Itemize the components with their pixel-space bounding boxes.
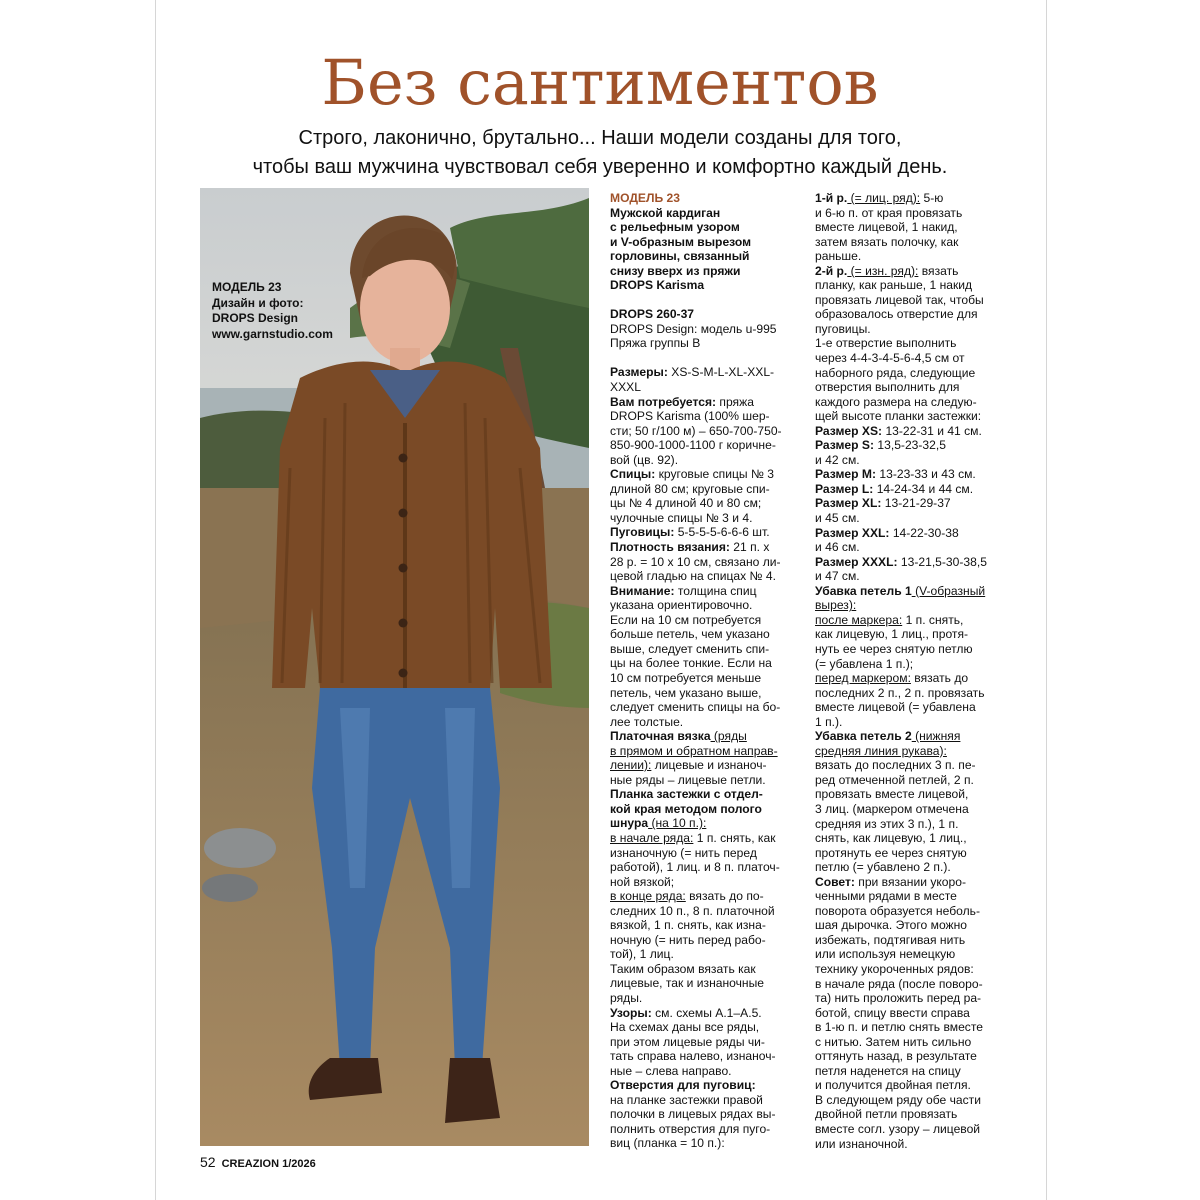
text-line: оттянуть назад, в результате bbox=[815, 1049, 977, 1064]
size-line bbox=[815, 467, 1005, 482]
size-label: Размер XS: bbox=[815, 423, 883, 438]
placket-note: (на 10 п.): bbox=[648, 816, 707, 831]
text-line: 1 п.). bbox=[815, 714, 843, 729]
text-line: раньше. bbox=[815, 249, 862, 264]
text-line: чулочные спицы № 3 и 4. bbox=[610, 510, 753, 525]
before-marker-label: перед маркером: bbox=[815, 671, 911, 686]
density-label: Плотность вязания: bbox=[610, 540, 730, 555]
page-subtitle bbox=[0, 124, 1200, 182]
text-line: указана ориентировочно. bbox=[610, 598, 753, 613]
needles-label: Спицы: bbox=[610, 467, 656, 482]
text-line: отверстия выполнить для bbox=[815, 380, 960, 395]
text-line: пряжа bbox=[716, 394, 754, 409]
row-end-label: в конце ряда: bbox=[610, 889, 686, 904]
text-line: 5-5-5-5-6-6-6 шт. bbox=[674, 525, 770, 540]
text-line: петлю (= убавлено 2 п.). bbox=[815, 860, 951, 875]
text-line: круговые спицы № 3 bbox=[655, 467, 775, 482]
need-line bbox=[610, 395, 795, 410]
placket-line bbox=[610, 816, 795, 831]
credit-url: www.garnstudio.com bbox=[212, 326, 333, 341]
text-line: ред отмеченной петлей, 2 п. bbox=[815, 772, 974, 787]
tip-line bbox=[815, 875, 1005, 890]
text-line: изнаночную (= нить перед bbox=[610, 845, 757, 860]
text-line: затем вязать полочку, как bbox=[815, 234, 959, 249]
size-label: Размер XL: bbox=[815, 496, 882, 511]
text-line: и получится двойная петля. bbox=[815, 1078, 971, 1093]
size-label: Размер L: bbox=[815, 481, 874, 496]
text-line: полнить отверстия для пуго- bbox=[610, 1121, 771, 1136]
row-end-line bbox=[610, 889, 795, 904]
size-text: 13-21,5-30-38,5 bbox=[897, 554, 987, 569]
text-line: XXXL bbox=[610, 380, 641, 395]
size-text: 13,5-23-32,5 bbox=[874, 438, 946, 453]
text-line: сти; 50 г/100 м) – 650-700-750- bbox=[610, 423, 782, 438]
size-cont: и 47 см. bbox=[815, 569, 860, 584]
text-line: 10 см потребуется меньше bbox=[610, 670, 762, 685]
text-line: см. схемы А.1–А.5. bbox=[651, 1005, 762, 1020]
text-line: 5-ю bbox=[920, 191, 944, 205]
text-line: следних 10 п., 8 п. платочной bbox=[610, 903, 775, 918]
size-line bbox=[815, 526, 1005, 541]
text-line: Если на 10 см потребуется bbox=[610, 612, 762, 627]
text-line: ные ряды – лицевые петли. bbox=[610, 772, 766, 787]
text-line: кой края методом полого bbox=[610, 801, 762, 816]
credit-model: МОДЕЛЬ 23 bbox=[212, 280, 282, 294]
text-line: через 4-4-3-4-5-6-4,5 см от bbox=[815, 351, 965, 366]
text-line: 1-е отверстие выполнить bbox=[815, 336, 957, 351]
text-line: полочки в лицевых рядах вы- bbox=[610, 1107, 776, 1122]
instructions-column-1 bbox=[610, 191, 795, 1151]
credit-design: Дизайн и фото: bbox=[212, 295, 304, 310]
size-label: Размер M: bbox=[815, 467, 877, 482]
text-line: выше, следует сменить спи- bbox=[610, 641, 770, 656]
text-line: шая дырочка. Этого можно bbox=[815, 918, 968, 933]
text-line: снизу вверх из пряжи bbox=[610, 263, 741, 278]
size-line bbox=[815, 438, 1005, 453]
garter-label: Платочная вязка bbox=[610, 729, 711, 744]
text-line: планку, как раньше, 1 накид bbox=[815, 278, 973, 293]
text-line: щей высоте планки застежки: bbox=[815, 409, 982, 424]
text-line: цы № 4 длиной 40 и 80 см; bbox=[610, 496, 762, 511]
text-line: В следующем ряду обе части bbox=[815, 1092, 981, 1107]
text-line: 850-900-1000-1100 г коричне- bbox=[610, 438, 776, 453]
text-line: ные – слева направо. bbox=[610, 1063, 732, 1078]
model-description bbox=[610, 206, 795, 293]
text-line: 1 п. снять, как bbox=[693, 830, 776, 845]
text-line: нуть ее через снятую петлю bbox=[815, 641, 973, 656]
dec2-note: средняя линия рукава): bbox=[815, 743, 947, 758]
text-line: каждого размера на следую- bbox=[815, 394, 977, 409]
size-cont: и 42 см. bbox=[815, 452, 860, 467]
text-line: горловины, связанный bbox=[610, 249, 750, 264]
size-line bbox=[815, 496, 1005, 511]
patterns-label: Узоры: bbox=[610, 1005, 652, 1020]
text-line: цы на более тонкие. Если на bbox=[610, 656, 772, 671]
text-line: снять, как лицевую, 1 лиц., bbox=[815, 831, 967, 846]
text-line: следует сменить спицы на бо- bbox=[610, 700, 781, 715]
text-line: вместе лицевой (= убавлена bbox=[815, 700, 976, 715]
row2-label: 2-й р. bbox=[815, 263, 848, 278]
patterns-line bbox=[610, 1006, 795, 1021]
text-line: наборного ряда, следующие bbox=[815, 365, 976, 380]
size-text: 14-24-34 и 44 см. bbox=[873, 481, 974, 496]
after-marker-line bbox=[815, 613, 1005, 628]
text-line: петель, чем указано выше, bbox=[610, 685, 762, 700]
text-line: лее толстые. bbox=[610, 714, 684, 729]
text-line: при вязании укоро- bbox=[854, 874, 967, 889]
text-line: технику укороченных рядов: bbox=[815, 961, 974, 976]
text-line: образовалось отверстие для bbox=[815, 307, 978, 322]
text-line: вязкой, 1 п. снять, как изна- bbox=[610, 918, 766, 933]
text-line: виц (планка = 10 п.): bbox=[610, 1136, 725, 1151]
dec1-label: Убавка петель 1 bbox=[815, 583, 912, 598]
text-line: 1 п. снять, bbox=[902, 612, 964, 627]
text-line: длиной 80 см; круговые спи- bbox=[610, 481, 770, 496]
text-line: вязать до по- bbox=[685, 889, 764, 904]
sizes-text: XS-S-M-L-XL-XXL- bbox=[667, 365, 775, 380]
design-line: DROPS Design: модель u-995 bbox=[610, 321, 777, 336]
dec2-note: (нижняя bbox=[911, 729, 961, 744]
text-line: ночную (= нить перед рабо- bbox=[610, 932, 766, 947]
size-label: Размер XXL: bbox=[815, 525, 890, 540]
text-line: петля наденется на спицу bbox=[815, 1063, 961, 1078]
subtitle-line: Строго, лаконично, брутально... Наши модели созданы для того, bbox=[298, 127, 902, 149]
attention-label: Внимание: bbox=[610, 583, 675, 598]
text-line: той), 1 лиц. bbox=[610, 947, 674, 962]
text-line: избежать, подтягивая нить bbox=[815, 932, 966, 947]
needles-line bbox=[610, 467, 795, 482]
text-line: в 1-ю п. и петлю снять вместе bbox=[815, 1020, 983, 1035]
size-line bbox=[815, 424, 1005, 439]
size-label: Размер XXXL: bbox=[815, 554, 898, 569]
size-cont: и 45 см. bbox=[815, 511, 860, 526]
text-line: Таким образом вязать как bbox=[610, 961, 756, 976]
dec1-note: вырез): bbox=[815, 598, 857, 613]
text-line: как лицевую, 1 лиц., протя- bbox=[815, 627, 969, 642]
text-line: ной вязкой; bbox=[610, 874, 675, 889]
instructions-column-2 bbox=[815, 191, 1005, 1151]
text-line: ченными рядами в месте bbox=[815, 889, 957, 904]
tip-label: Совет: bbox=[815, 874, 855, 889]
text-line: На схемах даны все ряды, bbox=[610, 1020, 760, 1035]
dec2-line bbox=[815, 729, 1005, 744]
magazine-issue: CREAZION 1/2026 bbox=[221, 1158, 316, 1170]
size-text: 13-22-31 и 41 см. bbox=[882, 423, 982, 438]
text-line: лицевые, так и изнаночные bbox=[610, 976, 765, 991]
need-label: Вам потребуется: bbox=[610, 394, 717, 409]
text-line: больше петель, чем указано bbox=[610, 627, 770, 642]
text-line: тать справа налево, изнаноч- bbox=[610, 1049, 776, 1064]
text-line: лицевые и изнаноч- bbox=[651, 758, 767, 773]
row2-note: (= изн. ряд): bbox=[847, 263, 919, 278]
photo-credit bbox=[212, 280, 333, 342]
attention-line bbox=[610, 584, 795, 599]
garter-note: лении): bbox=[610, 758, 652, 773]
buttons-line bbox=[610, 525, 795, 540]
text-line: в начале ряда (после поворо- bbox=[815, 976, 983, 991]
text-line: провязать лицевой так, чтобы bbox=[815, 292, 984, 307]
text-line: вязать bbox=[918, 263, 959, 278]
row2-line bbox=[815, 264, 1005, 279]
text-line: та) нить проложить перед ра- bbox=[815, 991, 982, 1006]
page-title: Без сантиментов bbox=[321, 46, 879, 119]
page-number: 52 bbox=[200, 1154, 216, 1170]
size-text: 13-21-29-37 bbox=[881, 496, 951, 511]
size-cont: и 46 см. bbox=[815, 540, 860, 555]
group-line: Пряжа группы В bbox=[610, 336, 701, 351]
row-start-line bbox=[610, 831, 795, 846]
text-line: вместе согл. узору – лицевой bbox=[815, 1122, 981, 1136]
text-line: 28 р. = 10 х 10 см, связано ли- bbox=[610, 554, 781, 569]
row1-line bbox=[815, 191, 1005, 206]
dec1-note: (V-образный bbox=[911, 583, 986, 598]
size-text: 14-22-30-38 bbox=[889, 525, 959, 540]
text-line: ряды. bbox=[610, 990, 643, 1005]
credit-brand: DROPS Design bbox=[212, 311, 299, 325]
placket-label: шнура bbox=[610, 816, 649, 831]
text-line: с рельефным узором bbox=[610, 220, 740, 235]
text-line: в прямом и обратном направ- bbox=[610, 743, 778, 758]
text-line: при этом лицевые ряды чи- bbox=[610, 1034, 765, 1049]
text-line: протянуть ее через снятую bbox=[815, 845, 967, 860]
text-line: 21 п. х bbox=[729, 540, 770, 555]
garter-line bbox=[610, 758, 795, 773]
row1-note: (= лиц. ряд): bbox=[847, 191, 921, 205]
dec2-label: Убавка петель 2 bbox=[815, 729, 912, 744]
text-line: Планка застежки с отдел- bbox=[610, 787, 763, 802]
text-line: ботой, спицу ввести справа bbox=[815, 1005, 970, 1020]
text-line: с нитью. Затем нить сильно bbox=[815, 1034, 972, 1049]
garter-line bbox=[610, 729, 795, 744]
dec1-line bbox=[815, 584, 1005, 599]
size-label: Размер S: bbox=[815, 438, 875, 453]
text-line: толщина спиц bbox=[674, 583, 757, 598]
text-line: или используя немецкую bbox=[815, 947, 956, 962]
text-line: последних 2 п., 2 п. провязать bbox=[815, 685, 985, 700]
size-text: 13-23-33 и 43 см. bbox=[876, 467, 976, 482]
garter-note: (ряды bbox=[710, 729, 747, 744]
text-line: (= убавлена 1 п.); bbox=[815, 656, 914, 671]
text-line: пуговицы. bbox=[815, 321, 871, 336]
text-line: 3 лиц. (маркером отмечена bbox=[815, 801, 969, 816]
model-code: DROPS 260-37 bbox=[610, 307, 695, 322]
text-line: двойной петли провязать bbox=[815, 1107, 958, 1122]
text-line: вой (цв. 92). bbox=[610, 452, 679, 467]
subtitle-line: чтобы ваш мужчина чувствовал себя уверенно и комфортно каждый день. bbox=[252, 156, 948, 178]
buttons-label: Пуговицы: bbox=[610, 525, 675, 540]
text-line: Мужской кардиган bbox=[610, 205, 721, 220]
text-line: вязать до bbox=[910, 671, 969, 686]
row1-label: 1-й р. bbox=[815, 191, 848, 205]
text-line: или изнаночной. bbox=[815, 1136, 908, 1151]
after-marker-label: после маркера: bbox=[815, 612, 903, 627]
text-line: и 6-ю п. от края провязать bbox=[815, 205, 963, 220]
text-line: DROPS Karisma (100% шер- bbox=[610, 409, 770, 424]
text-line: вместе лицевой, 1 накид, bbox=[815, 220, 958, 235]
model-label: МОДЕЛЬ 23 bbox=[610, 191, 680, 205]
density-line bbox=[610, 540, 795, 555]
size-line bbox=[815, 555, 1005, 570]
page-footer bbox=[200, 1154, 316, 1170]
text-line: работой), 1 лиц. и 8 п. платоч- bbox=[610, 860, 780, 875]
row-start-label: в начале ряда: bbox=[610, 830, 694, 845]
sizes-line bbox=[610, 365, 795, 380]
text-line: провязать вместе лицевой, bbox=[815, 787, 969, 802]
size-line bbox=[815, 482, 1005, 497]
text-line: поворота образуется неболь- bbox=[815, 903, 980, 918]
text-line: вязать до последних 3 п. пе- bbox=[815, 758, 976, 773]
text-line: DROPS Karisma bbox=[610, 278, 705, 293]
text-line: на планке застежки правой bbox=[610, 1092, 763, 1107]
before-marker-line bbox=[815, 671, 1005, 686]
text-line: средняя из этих 3 п.), 1 п. bbox=[815, 816, 959, 831]
text-line: и V-образным вырезом bbox=[610, 234, 752, 249]
sizes-label: Размеры: bbox=[610, 365, 668, 380]
holes-label: Отверстия для пуговиц: bbox=[610, 1078, 756, 1093]
text-line: цевой гладью на спицах № 4. bbox=[610, 569, 776, 584]
